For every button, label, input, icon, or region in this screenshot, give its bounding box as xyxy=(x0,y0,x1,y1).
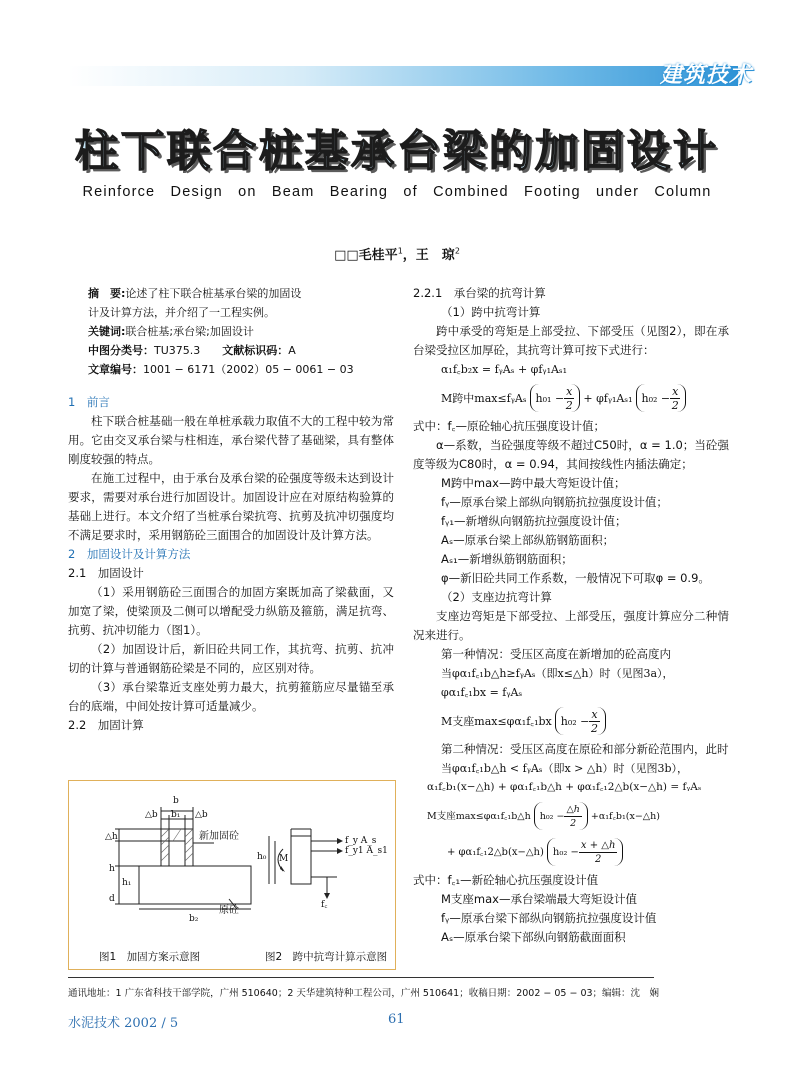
midspan-heading: （1）跨中抗弯计算 xyxy=(441,305,541,319)
def-as1: Aₛ₁—新增纵筋钢筋面积； xyxy=(441,552,573,566)
c2-left: M支座max≤φα₁f꜀₁b△h xyxy=(427,810,531,822)
formula-moment-support-1 xyxy=(413,704,729,738)
fig1-text-b1: b₁ xyxy=(171,810,181,820)
frac-num-x-a: x xyxy=(566,384,573,398)
clc-line xyxy=(88,341,394,360)
section-2-2-1-heading: 2.2.1 承台梁的抗弯计算 xyxy=(413,286,546,300)
fig1-text-db-right: △b xyxy=(195,810,208,820)
title-english: Reinforce Design on Beam Bearing of Combined Footing under Column xyxy=(82,184,712,200)
paren-1 xyxy=(530,384,581,412)
abstract-text-1: 论述了柱下联合桩基承台梁的加固设 xyxy=(125,287,302,300)
fig1-label-old-concrete: 原砼 xyxy=(219,905,239,916)
abstract-block xyxy=(68,284,394,379)
frac-xdh-2 xyxy=(579,839,618,866)
def-phi: φ—新旧砼共同工作系数，一般情况下可取φ = 0.9。 xyxy=(441,571,710,585)
fig1-label-new-concrete: 新加固砼 xyxy=(199,831,239,842)
fig2-text-M: M xyxy=(279,854,289,864)
formula-moment-support-2a xyxy=(413,799,729,833)
fig2-text-fy: f_y A_s xyxy=(345,836,377,846)
c2d-h02: h₀₂ − xyxy=(552,846,579,858)
journal-name: 水泥技术 2002 / 5 xyxy=(68,1016,179,1031)
section-1-heading: 1 前言 xyxy=(68,395,110,409)
def2-as: Aₛ—原承台梁下部纵向钢筋截面面积 xyxy=(441,930,626,944)
author-2-affil: 2 xyxy=(454,246,460,256)
formula-moment-midspan xyxy=(413,381,729,415)
fig1-text-b2: b₂ xyxy=(189,914,199,924)
fig1-text-db-left: △b xyxy=(145,810,158,820)
fig1-hatch xyxy=(161,829,193,861)
fig1-text-dh: △h xyxy=(105,832,118,842)
paren-5 xyxy=(547,838,624,866)
frac-num-xdh: x + △h xyxy=(580,839,616,851)
figure-2-caption: 图2 跨中抗弯计算示意图 xyxy=(265,951,388,963)
title-chinese: 柱下联合桩基承台梁的加固设计 xyxy=(75,127,719,177)
paragraph-design-2: （2）加固设计后，新旧砼共同工作，其抗弯、抗剪、抗冲切的计算与普通钢筋砼梁是不同的，应区别对待。 xyxy=(68,642,394,675)
case-1-condition: 当φα₁f꜀₁b△h≥fᵧAₛ（即x≤△h）时（见图3a）， xyxy=(441,667,674,680)
case-2-condition: 当φα₁f꜀₁b△h < fᵧAₛ（即x > △h）时（见图3b）， xyxy=(441,762,688,775)
article-line xyxy=(88,360,394,379)
formula-moment-support-2b xyxy=(413,835,729,869)
section-2-1-heading: 2.1 加固设计 xyxy=(68,566,144,580)
frac-dh-2 xyxy=(564,803,581,830)
frac-x-2-b xyxy=(670,385,680,412)
figure-drawings xyxy=(69,781,395,969)
c1-h02: h₀₂ − xyxy=(560,714,590,728)
abstract-line-2: 计及计算方法，并介绍了一工程实例。 xyxy=(88,306,275,319)
case-2-text: 第二种情况：受压区高度在原砼和部分新砼范围内，此时 xyxy=(441,742,729,756)
doc-code-label: 文献标识码： xyxy=(222,344,289,357)
paragraph-design-1: （1）采用钢筋砼三面围合的加固方案既加高了梁截面，又加宽了梁，使梁顶及二侧可以增配受力纵筋及箍筋，满足抗弯、抗剪、抗冲切能力（图1）。 xyxy=(68,585,394,637)
page-number: 61 xyxy=(388,1012,405,1027)
case-2-equilibrium: α₁f꜀b₁(x−△h) + φα₁f꜀₁b△h + φα₁f꜀₁2△b(x−△h) = fᵧAₛ xyxy=(427,781,702,793)
formula-equilibrium-1: α₁f꜀b₂x = fᵧAₛ + φfᵧ₁Aₛ₁ xyxy=(441,363,568,376)
frac-num-x-c: x xyxy=(591,707,598,721)
keywords-line xyxy=(88,322,394,341)
fig1-text-h1: h₁ xyxy=(122,878,132,888)
def2-fy: fᵧ—原承台梁下部纵向钢筋抗拉强度设计值 xyxy=(441,911,657,925)
frac-den-2-a: 2 xyxy=(565,398,573,412)
c2-tail: +α₁f꜀b₁(x−△h) xyxy=(590,810,660,822)
support-paragraph: 支座边弯矩是下部受拉、上部受压，强度计算应分二种情况来进行。 xyxy=(413,609,729,642)
section-tag: 建筑技术 xyxy=(659,62,752,88)
figure-box xyxy=(68,780,396,970)
footer-rule xyxy=(68,977,654,978)
midspan-paragraph: 跨中承受的弯矩是上部受拉、下部受压（见图2），即在承台梁受拉区加厚砼，其抗弯计算可按下式进行： xyxy=(413,324,729,357)
author-1: 毛桂平 xyxy=(358,248,398,263)
c1-left: M支座max≤φα₁f꜀₁bx xyxy=(441,714,552,728)
abstract-label: 摘 要: xyxy=(88,287,126,300)
paragraph-intro-1: 柱下联合桩基础一般在单桩承载力取值不大的工程中较为常用。它由交叉承台梁与柱相连，承台梁代替了基础梁，具有整体刚度较强的特点。 xyxy=(68,414,394,466)
formula-m-left: M跨中max≤fᵧAₛ xyxy=(441,391,527,405)
left-column xyxy=(68,284,394,735)
keywords-label: 关键词: xyxy=(88,325,126,338)
fig1-old-beam xyxy=(169,841,185,866)
abstract-line-1 xyxy=(88,284,394,303)
paren-3 xyxy=(555,707,606,735)
case-1-text: 第一种情况：受压区高度在新增加的砼高度内 xyxy=(441,647,671,661)
clc-label: 中图分类号： xyxy=(88,344,154,357)
authors xyxy=(230,244,564,263)
fig1-section xyxy=(115,807,251,909)
fig2-section xyxy=(291,836,311,884)
clc-value: TU375.3 xyxy=(154,344,201,357)
doc-code-value: A xyxy=(288,344,296,357)
frac-num-dh: △h xyxy=(566,803,580,815)
frac-den-2-d: 2 xyxy=(570,817,577,829)
fig2-text-h0: h₀ xyxy=(257,852,267,862)
c2d-left: + φα₁f꜀₁2△b(x−△h) xyxy=(447,846,544,858)
fig2-text-fc: f꜀ xyxy=(321,900,328,910)
def-fy: fᵧ—原承台梁上部纵向钢筋抗拉强度设计值； xyxy=(441,495,668,509)
article-value: 1001 − 6171（2002）05 − 0061 − 03 xyxy=(143,363,354,376)
fig1-pile-cap xyxy=(139,866,251,904)
right-column xyxy=(413,284,729,947)
def-alpha: α—系数，当砼强度等级不超过C50时，α = 1.0；当砼强度等级为C80时，α = 0.94，其间按线性内插法确定； xyxy=(413,438,729,471)
def-fy1: fᵧ₁—新增纵向钢筋抗拉强度设计值； xyxy=(441,514,627,528)
c2-h02: h₀₂ − xyxy=(539,810,565,822)
where-1: 式中：f꜀—原砼轴心抗压强度设计值； xyxy=(413,419,606,433)
frac-x-2-a xyxy=(564,385,574,412)
frac-x-2-c xyxy=(589,708,599,735)
footnote-address: 通讯地址：1 广东省科技干部学院，广州 510640；2 天华建筑特种工程公司，广州 510641；收稿日期：2002 − 05 − 03；编辑：沈 娴 xyxy=(68,988,660,999)
case-1-equilibrium: φα₁f꜀₁bx = fᵧAₛ xyxy=(441,686,523,699)
paragraph-design-3: （3）承台梁靠近支座处剪力最大，抗剪箍筋应尽量锚至承台的底端，中间处按计算可适量减少。 xyxy=(68,680,394,713)
paren-4 xyxy=(534,802,588,830)
support-heading: （2）支座边抗弯计算 xyxy=(441,590,552,604)
formula-h02: h₀₂ − xyxy=(641,391,671,405)
keywords-text: 联合桩基;承台梁;加固设计 xyxy=(125,325,254,338)
fig1-text-b: b xyxy=(173,796,179,806)
where-2: 式中：f꜀₁—新砼轴心抗压强度设计值 xyxy=(413,873,599,887)
frac-den-2-e: 2 xyxy=(594,853,602,865)
author-1-affil: 1 xyxy=(397,246,403,256)
def-as: Aₛ—原承台梁上部纵筋钢筋面积； xyxy=(441,533,615,547)
section-2-2-heading: 2.2 加固计算 xyxy=(68,718,144,732)
frac-num-x-b: x xyxy=(672,384,679,398)
frac-den-2-b: 2 xyxy=(671,398,679,412)
def2-m-support: M支座max—承台梁端最大弯矩设计值 xyxy=(441,892,637,906)
section-2-heading: 2 加固设计及计算方法 xyxy=(68,547,191,561)
paren-2 xyxy=(636,384,687,412)
paragraph-intro-2: 在施工过程中，由于承台及承台梁的砼强度等级未达到设计要求，需要对承台进行加固设计。加固设计应在对原结构验算的基础上进行。本文介绍了当桩承台梁抗弯、抗剪及抗冲切强度均不满足要求时，采用钢筋砼三面围合的加固设计及计算方法。 xyxy=(68,471,394,542)
author-prefix: □□ xyxy=(334,248,359,263)
article-label: 文章编号： xyxy=(88,363,143,376)
author-2: 王 琼 xyxy=(415,248,455,263)
figure-1-caption: 图1 加固方案示意图 xyxy=(99,951,201,963)
fig1-text-d: d xyxy=(109,894,115,904)
fig1-text-h: h xyxy=(109,864,115,874)
formula-h01: h₀₁ − xyxy=(535,391,565,405)
formula-m-mid: + φfᵧ₁Aₛ₁ xyxy=(583,391,633,405)
def-m-midspan: M跨中max—跨中最大弯矩设计值； xyxy=(441,476,626,490)
author-sep: ， xyxy=(402,248,416,263)
fig2-text-fy1: f_y1 A_s1 xyxy=(345,846,388,856)
frac-den-2-c: 2 xyxy=(590,721,598,735)
